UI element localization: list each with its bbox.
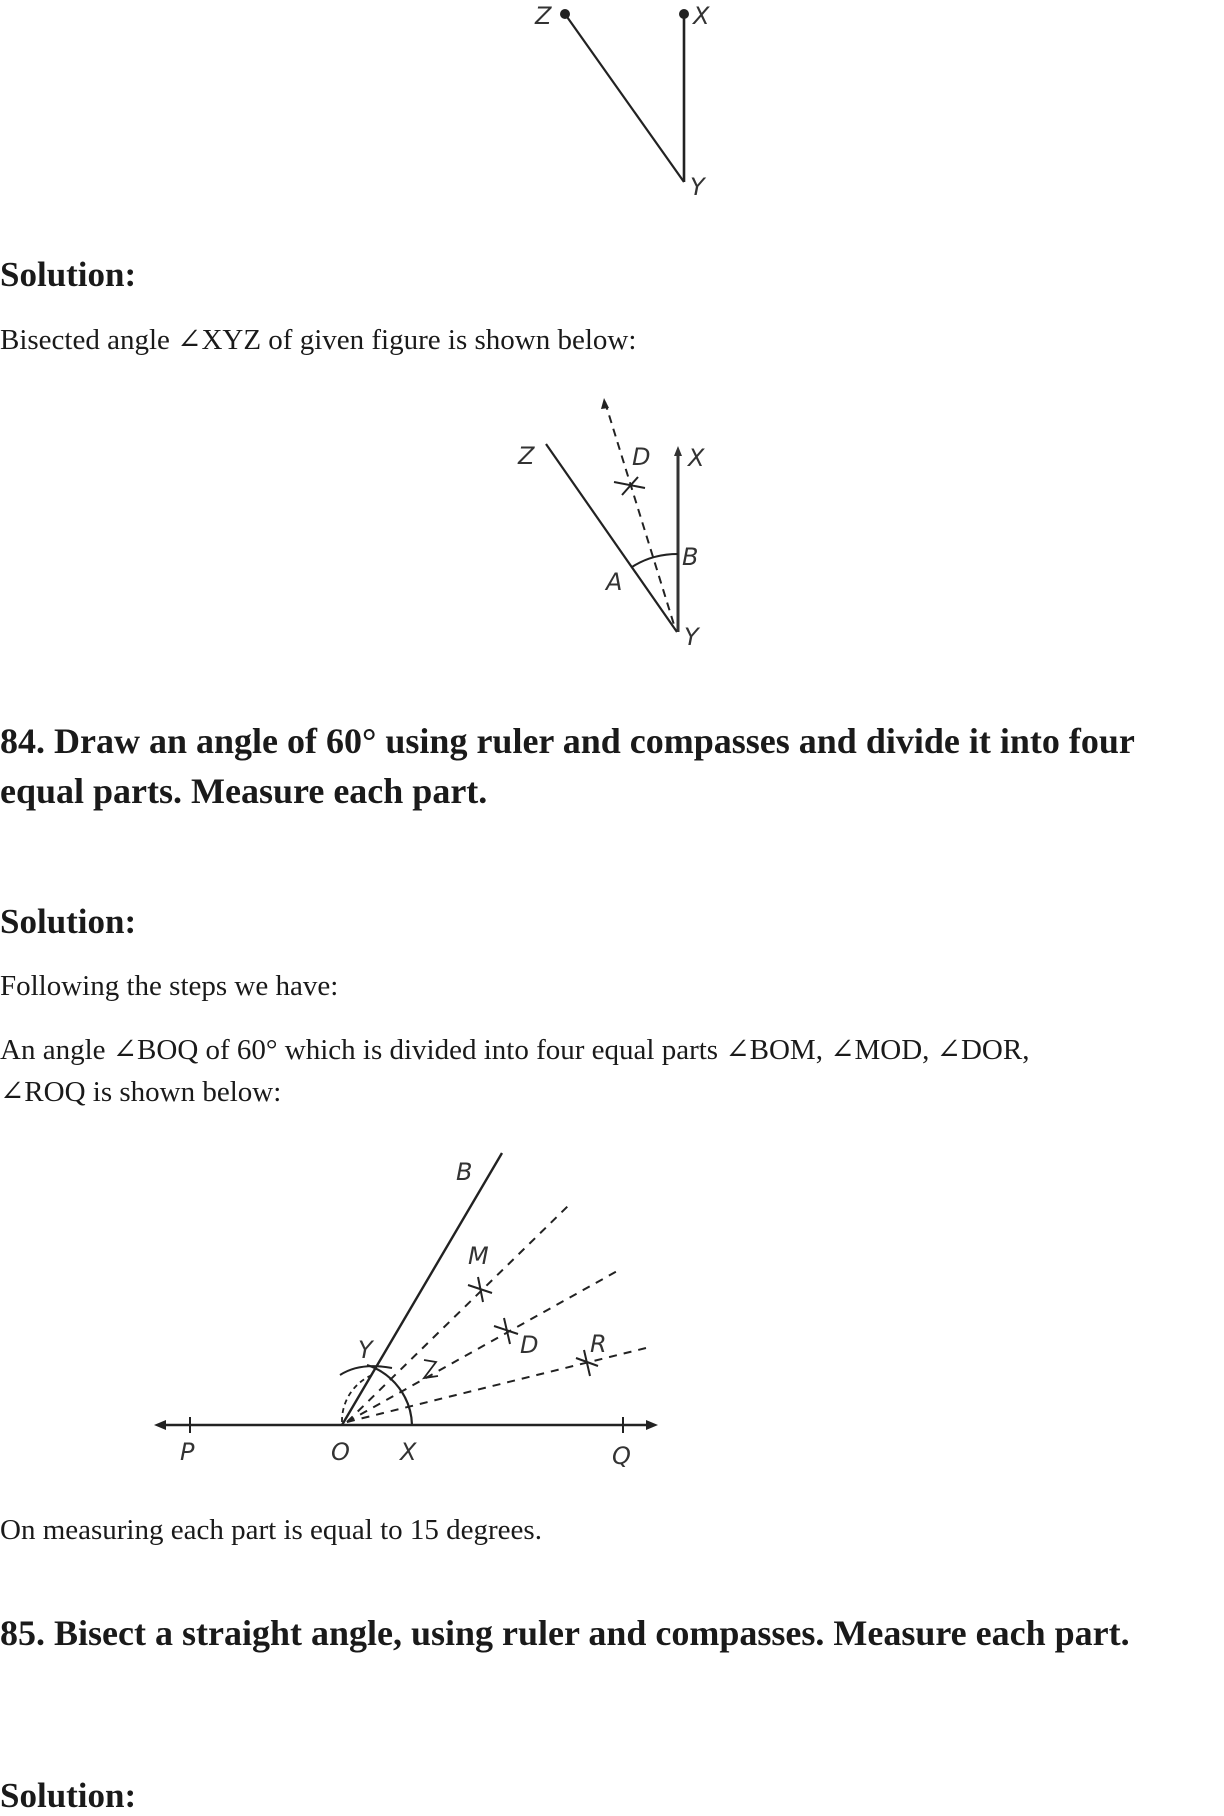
- question-85: 85. Bisect a straight angle, using ruler and compasses. Measure each part.: [0, 1613, 1130, 1653]
- solution-text-angle-cont: ∠ROQ is shown below:: [0, 1076, 282, 1108]
- solution-heading: Solution:: [0, 1776, 137, 1815]
- question-84-line2: equal parts. Measure each part.: [0, 771, 488, 811]
- label-y: Y: [358, 1336, 373, 1364]
- solution-text: Bisected angle ∠XYZ of given figure is shown below:: [0, 324, 637, 356]
- solution-text-angle: An angle ∠BOQ of 60° which is divided into four equal parts ∠BOM, ∠MOD, ∠DOR,: [0, 1034, 1030, 1066]
- label-m: M: [468, 1242, 489, 1270]
- solution-heading: Solution:: [0, 902, 137, 941]
- label-x: X: [688, 444, 705, 472]
- label-d: D: [520, 1331, 539, 1359]
- label-o: O: [331, 1438, 350, 1466]
- solution-heading: Solution:: [0, 255, 137, 294]
- label-b: B: [456, 1158, 473, 1186]
- question-84-line1: 84. Draw an angle of 60° using ruler and compasses and divide it into four: [0, 721, 1135, 761]
- label-b: B: [682, 543, 699, 571]
- label-a: A: [606, 568, 623, 596]
- label-x: X: [693, 2, 710, 30]
- solution-text-steps: Following the steps we have:: [0, 970, 339, 1002]
- label-q: Q: [612, 1442, 631, 1470]
- label-y: Y: [684, 623, 699, 651]
- label-y: Y: [690, 173, 705, 200]
- solution-conclusion: On measuring each part is equal to 15 degrees.: [0, 1514, 542, 1546]
- label-p: P: [180, 1438, 195, 1466]
- label-z: Z: [518, 442, 535, 470]
- label-x: X: [400, 1438, 417, 1466]
- label-r: R: [590, 1330, 607, 1358]
- label-z: Z: [535, 2, 552, 30]
- label-d: D: [632, 443, 651, 471]
